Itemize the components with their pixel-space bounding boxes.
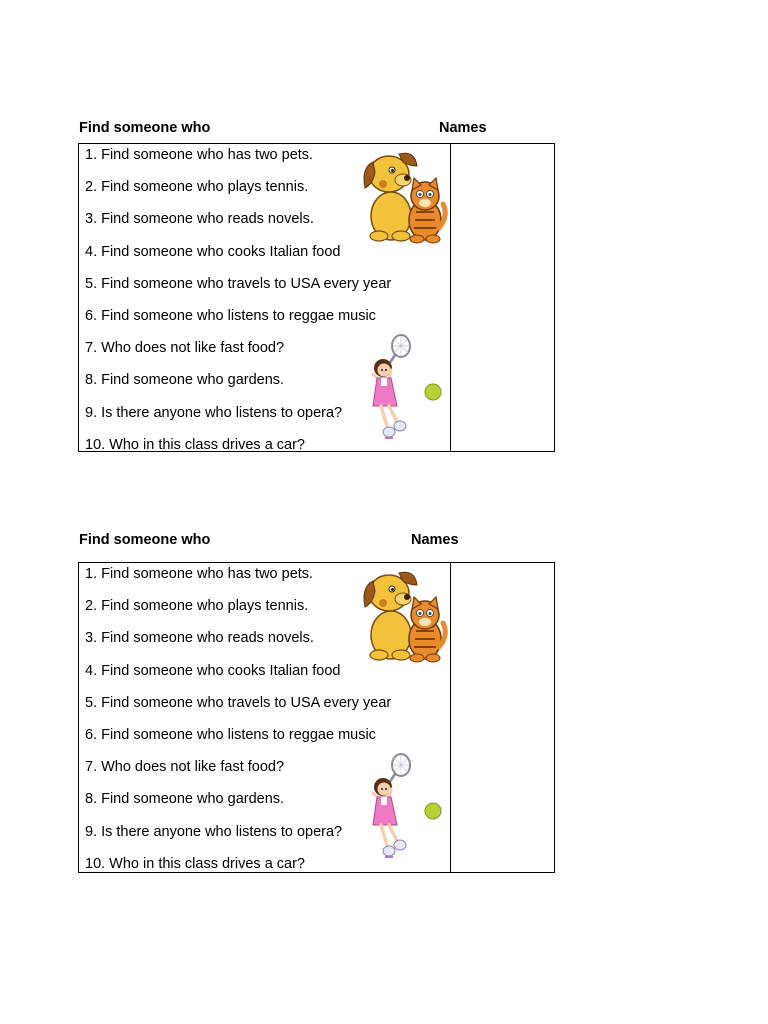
item-number: 2. (85, 179, 98, 196)
item-text: Is there anyone who listens to opera? (101, 404, 343, 421)
names-column-label: Names (411, 532, 459, 548)
item-number: 6. (85, 726, 98, 743)
item-number: 8. (85, 372, 98, 389)
item-text: Who in this class drives a car? (109, 436, 305, 453)
names-column-label: Names (439, 120, 487, 136)
item-number: 1. (85, 566, 98, 582)
item-text: Find someone who gardens. (101, 791, 285, 808)
item-number: 5. (85, 694, 98, 711)
item-number: 4. (85, 243, 98, 260)
worksheet-heading (78, 532, 557, 550)
tennis-girl-icon (367, 753, 447, 868)
item-text: Who in this class drives a car? (109, 855, 305, 872)
item-number: 8. (85, 791, 98, 808)
list-item (85, 662, 445, 694)
item-text: Find someone who cooks Italian food (101, 662, 341, 679)
item-text: Who does not like fast food? (101, 759, 285, 776)
item-text: Find someone who reads novels. (101, 630, 314, 647)
item-number: 1. (85, 147, 98, 163)
item-number: 10. (85, 436, 106, 453)
heading-title: Find someone who (79, 120, 211, 136)
dog-and-cat-icon (359, 567, 449, 663)
item-number: 6. (85, 307, 98, 324)
column-divider (450, 563, 451, 872)
item-text: Find someone who travels to USA every year (101, 694, 392, 711)
item-number: 9. (85, 823, 98, 840)
item-number: 4. (85, 662, 98, 679)
item-text: Find someone who listens to reggae music (101, 726, 376, 743)
item-text: Find someone who has two pets. (101, 566, 314, 582)
list-item (85, 694, 445, 726)
item-number: 7. (85, 340, 98, 357)
item-text: Find someone who listens to reggae music (101, 307, 376, 324)
item-number: 5. (85, 275, 98, 292)
list-item (85, 243, 445, 275)
item-text: Is there anyone who listens to opera? (101, 823, 343, 840)
item-number: 3. (85, 211, 98, 228)
item-text: Find someone who plays tennis. (101, 598, 309, 615)
worksheet-heading (78, 120, 557, 138)
tennis-girl-icon (367, 334, 447, 449)
item-text: Find someone who plays tennis. (101, 179, 309, 196)
item-text: Find someone who has two pets. (101, 147, 314, 163)
list-item (85, 275, 445, 307)
item-number: 9. (85, 404, 98, 421)
item-number: 2. (85, 598, 98, 615)
item-text: Who does not like fast food? (101, 340, 285, 357)
item-text: Find someone who gardens. (101, 372, 285, 389)
questions-table (78, 562, 555, 873)
item-number: 3. (85, 630, 98, 647)
column-divider (450, 144, 451, 451)
item-text: Find someone who reads novels. (101, 211, 314, 228)
item-number: 7. (85, 759, 98, 776)
item-number: 10. (85, 855, 106, 872)
item-text: Find someone who travels to USA every year (101, 275, 392, 292)
dog-and-cat-icon (359, 148, 449, 244)
heading-title: Find someone who (79, 532, 211, 548)
item-text: Find someone who cooks Italian food (101, 243, 341, 260)
questions-table (78, 143, 555, 452)
